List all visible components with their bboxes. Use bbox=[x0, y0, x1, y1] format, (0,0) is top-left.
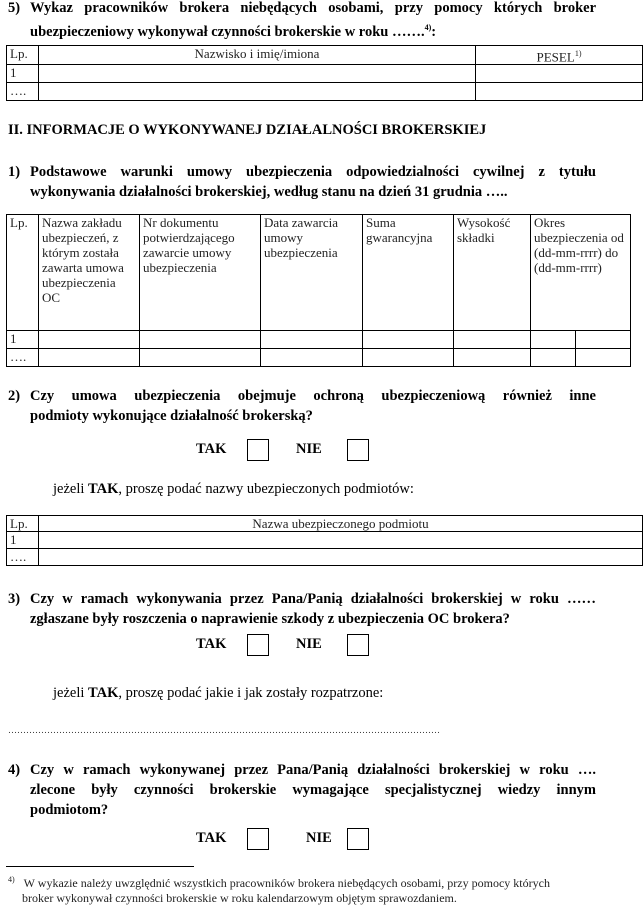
q1-row1-lp: 1 bbox=[7, 331, 39, 349]
q2-followup: jeżeli TAK, proszę podać nazwy ubezpieczonych podmiotów: bbox=[53, 481, 414, 497]
section5-row2-name[interactable] bbox=[39, 83, 476, 101]
footnote-separator bbox=[6, 866, 194, 867]
q1-row1-period-from[interactable] bbox=[531, 331, 576, 349]
q1-row1-period-to[interactable] bbox=[576, 331, 631, 349]
q3-yes-checkbox[interactable] bbox=[247, 634, 269, 656]
section5-number: 5) bbox=[8, 0, 21, 16]
section5-header-name: Nazwisko i imię/imiona bbox=[39, 46, 476, 65]
q4-line3: podmiotom? bbox=[30, 802, 109, 818]
q4-yes-checkbox[interactable] bbox=[247, 828, 269, 850]
section5-row1-lp: 1 bbox=[7, 65, 39, 83]
q3-answer-line[interactable]: ……………………………………………………………………………………………………………………………… bbox=[8, 725, 440, 735]
section5-row1-name[interactable] bbox=[39, 65, 476, 83]
q1-header-insurer: Nazwa zakładu ubezpieczeń, z którym została zawarta umowa ubezpieczenia OC bbox=[39, 215, 140, 331]
section5-table bbox=[6, 45, 643, 101]
section5-line1: Wykaz pracowników brokera niebędących osobami, przy pomocy których broker bbox=[30, 0, 596, 16]
q2-header-lp: Lp. bbox=[7, 516, 39, 532]
q1-row1-date[interactable] bbox=[261, 331, 363, 349]
q1-row2-document[interactable] bbox=[140, 349, 261, 367]
footnote-line1: W wykazie należy uwzględnić wszystkich pracowników brokera niebędących osobami, przy pomocy których bbox=[23, 876, 550, 890]
q1-row1-insurer[interactable] bbox=[39, 331, 140, 349]
q1-table bbox=[6, 214, 631, 367]
footnote-mark: 4) bbox=[8, 875, 15, 884]
q1-row2-lp: …. bbox=[7, 349, 39, 367]
q1-row1-document[interactable] bbox=[140, 331, 261, 349]
q2-table bbox=[6, 515, 643, 566]
section5-header-lp: Lp. bbox=[7, 46, 39, 65]
q2-line1: Czy umowa ubezpieczenia obejmuje ochroną ubezpieczeniową również inne bbox=[30, 388, 596, 404]
section5-header-pesel: PESEL$^{1)}$ bbox=[476, 46, 643, 65]
q1-row2-insurer[interactable] bbox=[39, 349, 140, 367]
q1-line1: Podstawowe warunki umowy ubezpieczenia odpowiedzialności cywilnej z tytułu bbox=[30, 164, 596, 180]
q3-yes-label: TAK bbox=[196, 636, 227, 652]
q1-line2: wykonywania działalności brokerskiej, według stanu na dzień 31 grudnia ….. bbox=[30, 184, 508, 200]
q2-no-checkbox[interactable] bbox=[347, 439, 369, 461]
q1-row1-premium[interactable] bbox=[454, 331, 531, 349]
q1-number: 1) bbox=[8, 164, 21, 180]
q2-no-label: NIE bbox=[296, 441, 322, 457]
q3-no-checkbox[interactable] bbox=[347, 634, 369, 656]
q4-yes-label: TAK bbox=[196, 830, 227, 846]
section5-row2-pesel[interactable] bbox=[476, 83, 643, 101]
q3-line1: Czy w ramach wykonywania przez Pana/Panią działalności brokerskiej w roku …… bbox=[30, 591, 596, 607]
q1-row2-date[interactable] bbox=[261, 349, 363, 367]
q4-number: 4) bbox=[8, 762, 21, 778]
section5-row1-pesel[interactable] bbox=[476, 65, 643, 83]
q1-header-lp: Lp. bbox=[7, 215, 39, 331]
footnote-line2: broker wykonywał czynności brokerskie w roku kalendarzowym objętym sprawozdaniem. bbox=[22, 891, 457, 905]
q3-number: 3) bbox=[8, 591, 21, 607]
section5-row2-lp: …. bbox=[7, 83, 39, 101]
q2-line2: podmioty wykonujące działalność brokerską? bbox=[30, 408, 313, 424]
q3-line2: zgłaszane były roszczenia o naprawienie szkody z ubezpieczenia OC brokera? bbox=[30, 611, 510, 627]
q1-header-premium: Wysokość składki bbox=[454, 215, 531, 331]
q4-no-checkbox[interactable] bbox=[347, 828, 369, 850]
q2-row2-entity[interactable] bbox=[39, 549, 643, 566]
q2-row1-lp: 1 bbox=[7, 532, 39, 549]
footnote bbox=[8, 872, 640, 906]
q2-row1-entity[interactable] bbox=[39, 532, 643, 549]
q2-header-entity: Nazwa ubezpieczonego podmiotu bbox=[39, 516, 643, 532]
q4-line2: zlecone były czynności brokerskie wymagające specjalistycznej wiedzy innym bbox=[30, 782, 596, 798]
q1-row2-sum[interactable] bbox=[363, 349, 454, 367]
q1-header-document: Nr dokumentu potwierdzającego zawarcie umowy ubezpieczenia bbox=[140, 215, 261, 331]
q1-header-period: Okres ubezpieczenia od (dd-mm-rrrr) do (dd-mm-rrrr) bbox=[531, 215, 631, 331]
q1-header-sum: Suma gwarancyjna bbox=[363, 215, 454, 331]
q2-yes-checkbox[interactable] bbox=[247, 439, 269, 461]
q2-row2-lp: …. bbox=[7, 549, 39, 566]
q4-no-label: NIE bbox=[306, 830, 332, 846]
section2-heading: II. INFORMACJE O WYKONYWANEJ DZIAŁALNOŚCI BROKERSKIEJ bbox=[8, 122, 487, 138]
q3-followup: jeżeli TAK, proszę podać jakie i jak zostały rozpatrzone: bbox=[53, 685, 384, 701]
q4-line1: Czy w ramach wykonywanej przez Pana/Panią działalności brokerskiej w roku …. bbox=[30, 762, 596, 778]
section5-line2: ubezpieczeniowy wykonywał czynności brokerskie w roku …….$^{4)}$: bbox=[30, 23, 437, 40]
q1-header-date: Data zawarcia umowy ubezpieczenia bbox=[261, 215, 363, 331]
q1-row2-period-to[interactable] bbox=[576, 349, 631, 367]
q2-yes-label: TAK bbox=[196, 441, 227, 457]
q3-no-label: NIE bbox=[296, 636, 322, 652]
q1-row2-period-from[interactable] bbox=[531, 349, 576, 367]
q1-row2-premium[interactable] bbox=[454, 349, 531, 367]
q2-number: 2) bbox=[8, 388, 21, 404]
q1-row1-sum[interactable] bbox=[363, 331, 454, 349]
